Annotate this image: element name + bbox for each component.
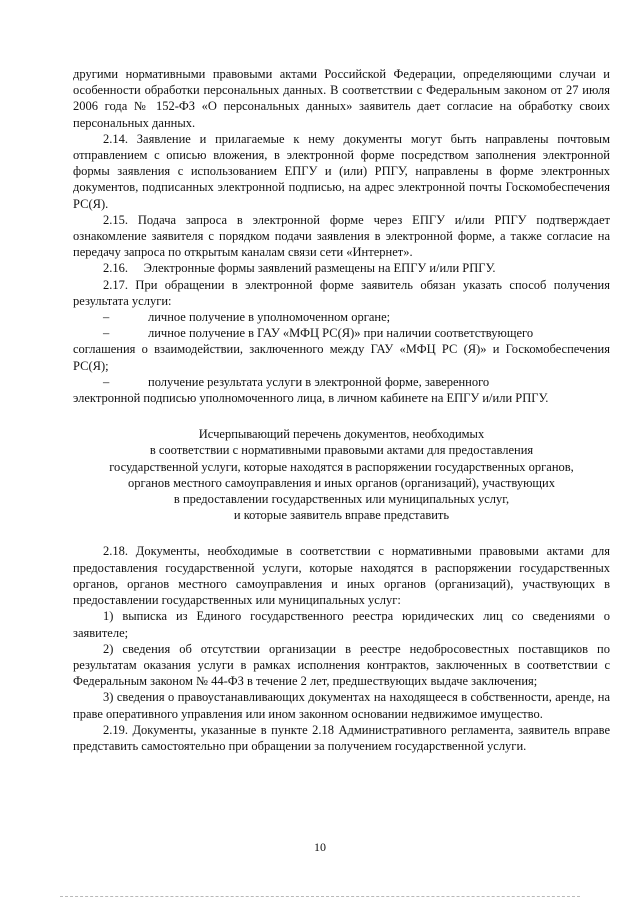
scan-edge-rule	[60, 896, 580, 897]
heading-line: государственной услуги, которые находятся в распоряжении государственных органов,	[109, 459, 574, 474]
list-item-1: 1) выписка из Единого государственного реестра юридических лиц со сведениями о заявителе;	[73, 609, 610, 640]
paragraph-2-16: 2.16. Электронные формы заявлений размещены на ЕПГУ и/или РПГУ.	[103, 261, 496, 276]
heading-line: органов местного самоуправления и иных органов (организаций), участвующих	[127, 475, 555, 490]
list-item-3: 3) сведения о правоустанавливающих документах на находящееся в собственности, аренде, на праве оперативного управления или ином законном основании недвижимое имущество.	[73, 690, 610, 721]
dash-item-continuation: соглашения о взаимодействии, заключенного между ГАУ «МФЦ РС (Я)» и Госкомобеспечения РС(Я);	[73, 342, 610, 373]
dash-item-continuation: электронной подписью уполномоченного лица, в личном кабинете на ЕПГУ и/или РПГУ.	[73, 391, 549, 406]
list-item-dash-3	[73, 374, 610, 390]
paragraph-personal-data: другими нормативными правовыми актами Российской Федерации, определяющими случаи и особенности обработки персональных данных. В соответствии с Федеральным законом от 27 июля 2006 года № 152-ФЗ «О персональных данных» заявитель дает согласие на обработку своих персональных данных.	[73, 67, 610, 130]
section-heading	[73, 426, 610, 523]
dash-item-text: получение результата услуги в электронной форме, заверенного	[148, 374, 490, 389]
dash-marker: –	[103, 326, 110, 341]
list-item-2: 2) сведения об отсутствии организации в реестре недобросовестных поставщиков по результатам оказания услуги в рамках исполнения контрактов, заключенных в соответствии с Федеральным законом № 44-ФЗ в течение 2 лет, предшествующих выдаче заключения;	[73, 641, 610, 689]
paragraph-2-15: 2.15. Подача запроса в электронной форме через ЕПГУ и/или РПГУ подтверждает ознакомление заявителя с порядком подачи заявления в электронной форме, а также согласие на передачу запроса по открытым каналам связи сети «Интернет».	[73, 212, 610, 260]
heading-line: в предоставлении государственных или муниципальных услуг,	[173, 492, 510, 507]
document-page	[73, 66, 610, 754]
paragraph-2-18: 2.18. Документы, необходимые в соответствии с нормативными правовыми актами для предоставления государственной услуги, которые находятся в распоряжении государственных органов, органов местного самоуправления и иных органов (организаций), участвующих в предоставлении государственных или муниципальных услуг:	[73, 544, 610, 608]
paragraph-2-17: 2.17. При обращении в электронной форме заявитель обязан указать способ получения результата услуги:	[73, 277, 610, 308]
dash-item-text: личное получение в уполномоченном органе;	[148, 310, 391, 325]
list-item-dash-2	[73, 325, 610, 341]
heading-line: Исчерпывающий перечень документов, необходимых	[198, 427, 485, 442]
page-number: 10	[314, 840, 326, 854]
heading-line: и которые заявитель вправе представить	[233, 508, 450, 523]
paragraph-2-19: 2.19. Документы, указанные в пункте 2.18 Административного регламента, заявитель вправе представить самостоятельно при обращении за получением государственной услуги.	[73, 722, 610, 753]
dash-item-text: личное получение в ГАУ «МФЦ РС(Я)» при наличии соответствующего	[148, 326, 534, 341]
dash-marker: –	[103, 374, 110, 389]
list-item-dash-1	[73, 309, 610, 325]
heading-line: в соответствии с нормативными правовыми актами для предоставления	[149, 443, 534, 458]
paragraph-2-14: 2.14. Заявление и прилагаемые к нему документы могут быть направлены почтовым отправлением с описью вложения, в электронной форме посредством заполнения электронной формы заявления с использованием ЕПГУ и (или) РПГУ, направлены в форме электронных документов, подписанных электронной подписью, на адрес электронной почты Госкомобеспечения РС(Я).	[73, 131, 610, 211]
dash-marker: –	[103, 310, 110, 325]
